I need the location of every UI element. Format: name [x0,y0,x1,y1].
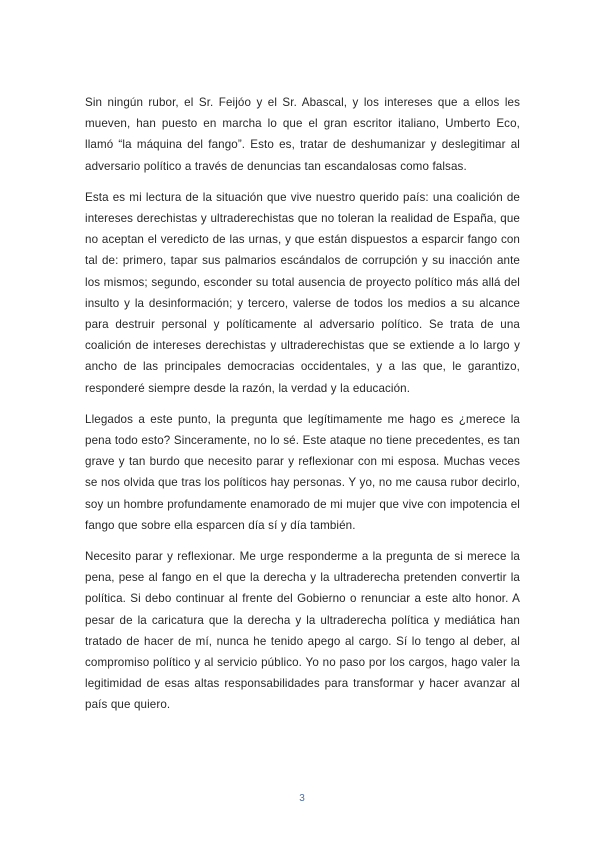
paragraph-1: Sin ningún rubor, el Sr. Feijóo y el Sr. Abascal, y los intereses que a ellos les mueven, han puesto en marcha lo que el gran escritor italiano, Umberto Eco, llamó “la máquina del fango”. Esto es, tratar de deshumanizar y deslegitimar al adversario político a través de denuncias tan escandalosas como falsas. [85,96,520,173]
paragraph-3: Llegados a este punto, la pregunta que legítimamente me hago es ¿merece la pena todo esto? Sinceramente, no lo sé. Este ataque no tiene precedentes, es tan grave y tan burdo que necesito parar y reflexionar con mi esposa. Muchas veces se nos olvida que tras los políticos hay personas. Y yo, no me causa rubor decirlo, soy un hombre profundamente enamorado de mi mujer que vive con impotencia el fango que sobre ella esparcen día sí y día también. [85,412,520,532]
paragraph-2: Esta es mi lectura de la situación que vive nuestro querido país: una coalición de intereses derechistas y ultraderechistas que no toleran la realidad de España, que no aceptan el veredicto de las urnas, y que están dispuestos a esparcir fango con tal de: primero, tapar sus palmarios escándalos de corrupción y su inacción ante los mismos; segundo, esconder su total ausencia de proyecto político más allá del insulto y la desinformación; y tercero, valerse de todos los medios a su alcance para destruir personal y políticamente al adversario político. Se trata de una coalición de intereses derechistas y ultraderechistas que se extiende a lo largo y ancho de las principales democracias occidentales, y a las que, le garantizo, responderé siempre desde la razón, la verdad y la educación. [85,190,520,395]
document-body [85,92,520,716]
paragraph-4: Necesito parar y reflexionar. Me urge responderme a la pregunta de si merece la pena, pese al fango en el que la derecha y la ultraderecha pretenden convertir la política. Si debo continuar al frente del Gobierno o renunciar a este alto honor. A pesar de la caricatura que la derecha y la ultraderecha política y mediática han tratado de hacer de mí, nunca he tenido apego al cargo. Sí lo tengo al deber, al compromiso político y al servicio público. Yo no paso por los cargos, hago valer la legitimidad de esas altas responsabilidades para transformar y hacer avanzar al país que quiero. [85,550,520,712]
page-number: 3 [299,793,305,804]
